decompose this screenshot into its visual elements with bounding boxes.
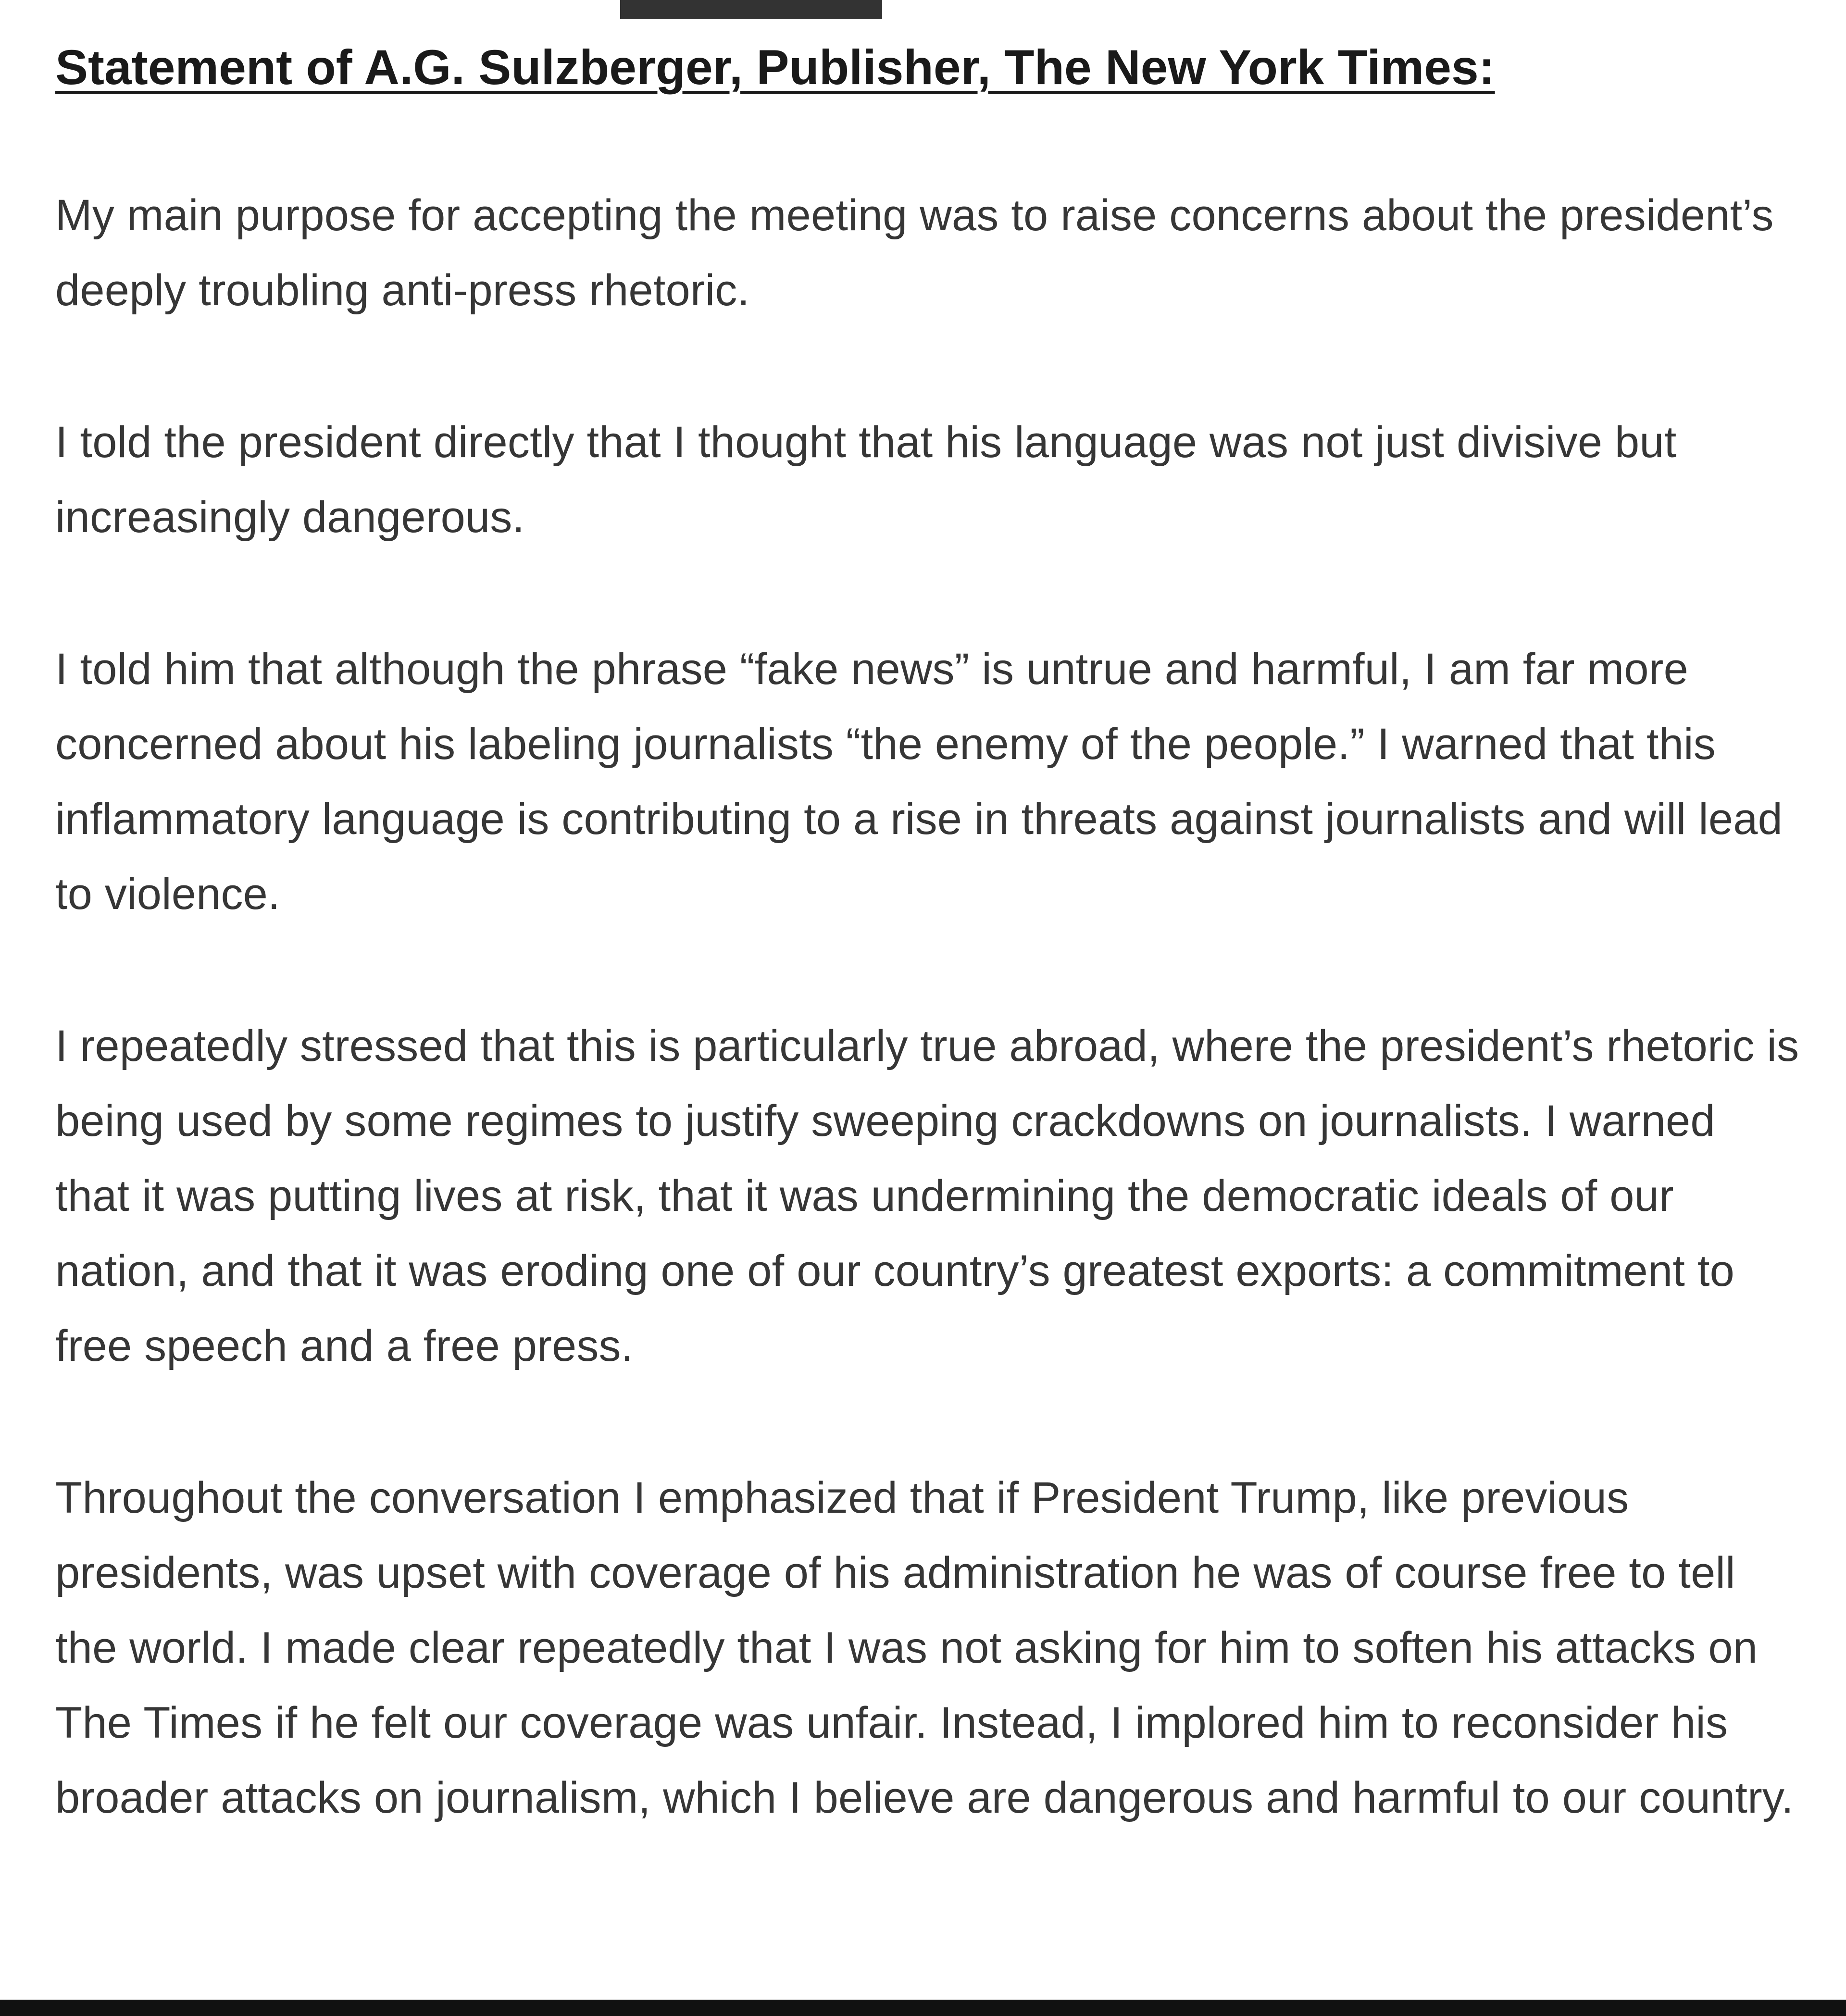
- bottom-dark-bar: [0, 2000, 1846, 2016]
- paragraph-5: Throughout the conversation I emphasized that if President Trump, like previous presidents, was upset with coverage of his administration he was of course free to tell the world. I made clear repeatedly that I was not asking for him to soften his attacks on The Times if he felt our coverage was unfair. Instead, I implored him to reconsider his broader attacks on journalism, which I believe are dangerous and harmful to our country.: [55, 1473, 1794, 1822]
- paragraph-4: I repeatedly stressed that this is particularly true abroad, where the president’s rhetoric is being used by some regimes to justify sweeping crackdowns on journalists. I warned that it was putting lives at risk, that it was undermining the democratic ideals of our nation, and that it was eroding one of our country’s greatest exports: a commitment to free speech and a free press.: [55, 1021, 1799, 1370]
- paragraph-2: I told the president directly that I thought that his language was not just divisive but increasingly dangerous.: [55, 418, 1677, 542]
- statement-title: Statement of A.G. Sulzberger, Publisher, The New York Times:: [55, 40, 1495, 95]
- top-dark-bar: [620, 0, 882, 19]
- paragraph-1: My main purpose for accepting the meeting was to raise concerns about the president’s deeply troubling anti-press rhetoric.: [55, 191, 1774, 315]
- paragraph-3: I told him that although the phrase “fake news” is untrue and harmful, I am far more concerned about his labeling journalists “the enemy of the people.” I warned that this inflammatory language is contributing to a rise in threats against journalists and will lead to violence.: [55, 645, 1783, 919]
- statement-body: [55, 34, 1800, 1835]
